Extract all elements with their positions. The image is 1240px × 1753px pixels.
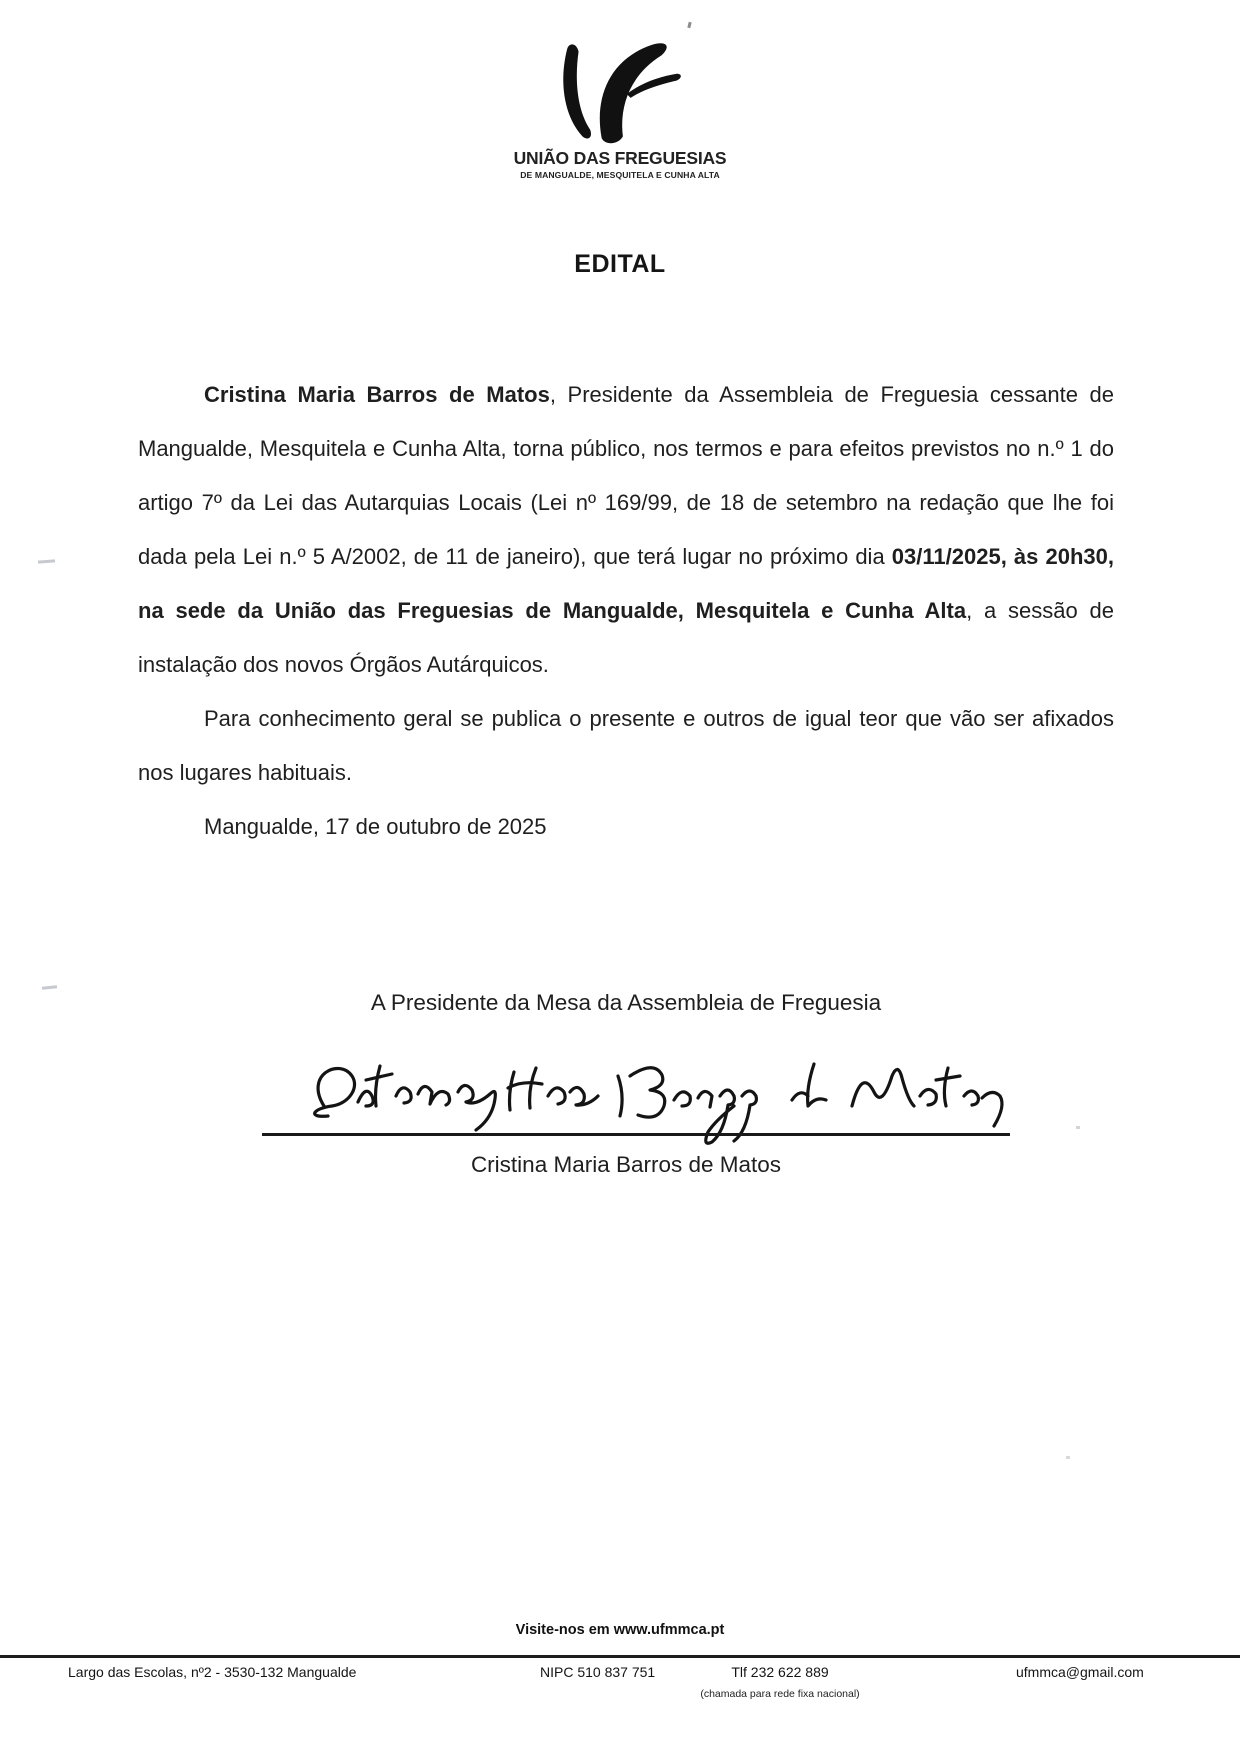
scan-artifact-dash	[38, 559, 55, 563]
signature-line	[262, 1133, 1010, 1136]
footer-email: ufmmca@gmail.com	[1016, 1664, 1144, 1680]
footer-address: Largo das Escolas, nº2 - 3530-132 Mangualde	[68, 1664, 357, 1680]
scan-artifact-dot	[687, 22, 691, 29]
website-visit-line: Visite-nos em www.ufmmca.pt	[515, 1622, 725, 1638]
paragraph-text-a: , Presidente da Assembleia de Freguesia cessante de Mangualde, Mesquitela e Cunha Alta, torna público, nos termos e para efeitos previstos no n.º 1 do artigo 7º da Lei das Autarquias Locais (Lei nº 169/99, de 18 de setembro na redação que lhe foi dada pela Lei n.º 5 A/2002, de 11 de janeiro), que terá lugar no próximo dia	[138, 382, 1115, 569]
footer-nipc: NIPC 510 837 751	[540, 1664, 656, 1680]
uf-monogram-icon	[536, 40, 704, 146]
document-body	[138, 368, 1114, 854]
signer-name-bold: Cristina Maria Barros de Matos	[204, 382, 550, 407]
scan-artifact-dot	[1076, 1126, 1080, 1129]
document-title: EDITAL	[574, 250, 666, 278]
dateline: Mangualde, 17 de outubro de 2025	[204, 814, 547, 839]
signature-role-line: A Presidente da Mesa da Assembleia de Freguesia	[370, 990, 882, 1015]
org-name: UNIÃO DAS FREGUESIAS	[513, 148, 727, 168]
event-datetime-bold: 03/11/2025, às 20h30, na sede da União das Freguesias de Mangualde, Mesquitela e Cunha Alta	[138, 544, 1114, 623]
scan-artifact-dash	[42, 985, 57, 990]
footer-phone: Tlf 232 622 889	[731, 1664, 829, 1680]
scan-artifact-dot	[1066, 1456, 1070, 1459]
paragraph-text-b: , a sessão de instalação dos novos Órgãos Autárquicos.	[138, 598, 1114, 677]
paragraph-announcement	[138, 368, 1114, 692]
signer-typed-name: Cristina Maria Barros de Matos	[470, 1152, 782, 1177]
footer-phone-note: (chamada para rede fixa nacional)	[700, 1688, 860, 1700]
org-logo	[470, 40, 770, 180]
org-subname: DE MANGUALDE, MESQUITELA E CUNHA ALTA	[520, 170, 720, 180]
paragraph-publication: Para conhecimento geral se publica o presente e outros de igual teor que vão ser afixados nos lugares habituais.	[138, 706, 1114, 785]
footer-divider	[0, 1655, 1240, 1658]
